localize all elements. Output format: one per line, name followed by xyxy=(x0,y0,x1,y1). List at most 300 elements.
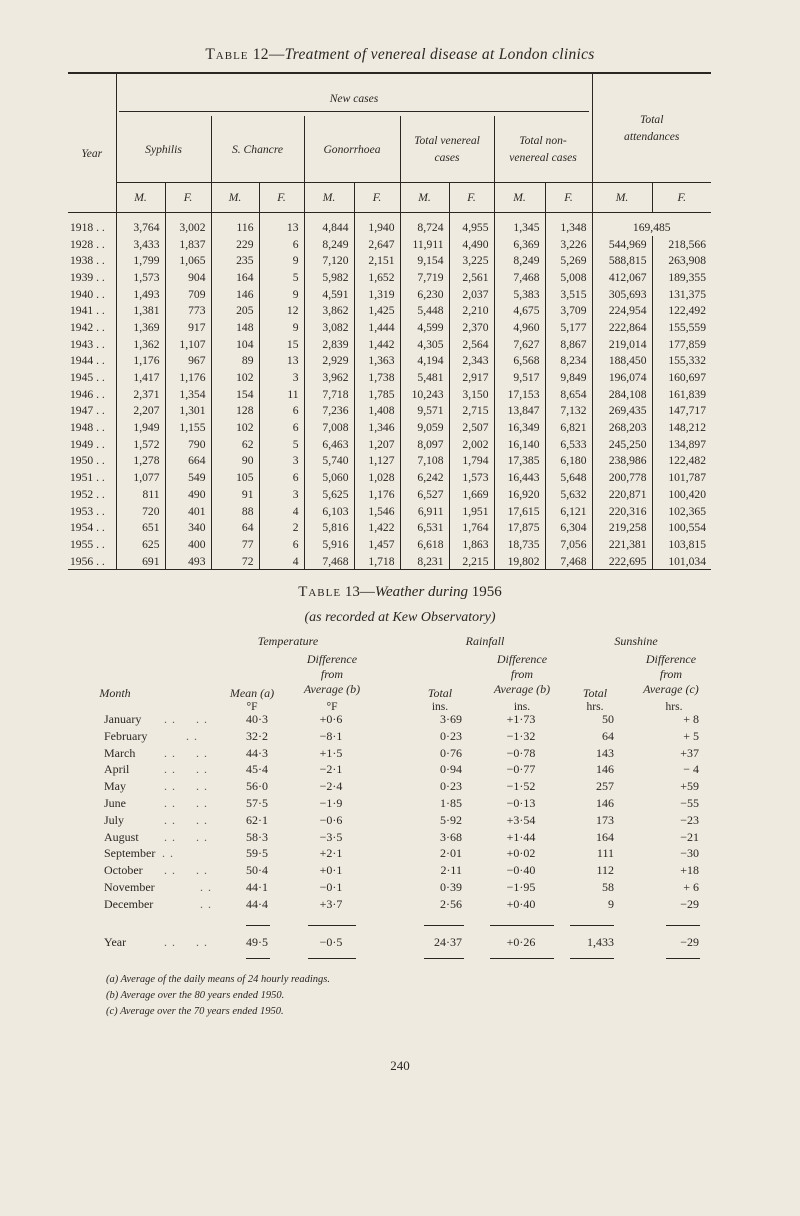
table-cell: 6,527 xyxy=(400,486,449,503)
header-f: F. xyxy=(259,183,304,213)
table-cell: 2,507 xyxy=(449,419,494,436)
table-cell: 134,897 xyxy=(652,436,711,453)
table-cell: 2,561 xyxy=(449,269,494,286)
year-cell: 1951 . . xyxy=(70,471,105,485)
header-new-cases xyxy=(116,73,592,116)
year-cell: 1943 . . xyxy=(70,337,105,351)
sun-total-cell: 1,433 xyxy=(587,935,614,949)
header-m: M. xyxy=(494,183,545,213)
sun-diff-cell: − 4 xyxy=(683,762,699,777)
leader-dots: . . . . xyxy=(164,712,208,726)
leader-dots: . . . . xyxy=(164,796,208,810)
rain-diff-cell: −0·77 xyxy=(506,762,536,777)
table-cell: 1,457 xyxy=(354,536,400,553)
table-cell: 3,709 xyxy=(545,302,592,319)
temp-diff-cell: +0·1 xyxy=(319,863,343,878)
year-cell: 1938 . . xyxy=(70,254,105,268)
table-cell: 3,082 xyxy=(304,319,354,336)
unit-rain-diff: ins. xyxy=(513,701,531,713)
rain-diff-cell: −1·95 xyxy=(506,880,536,894)
table-cell: 13,847 xyxy=(494,403,545,420)
table-cell: 4,194 xyxy=(400,353,449,370)
table-cell: 16,443 xyxy=(494,469,545,486)
footnote-c: (c) Average over the 70 years ended 1950. xyxy=(106,1006,284,1017)
table-cell: 2,917 xyxy=(449,369,494,386)
rain-total-cell: 5·92 xyxy=(440,812,462,827)
table-cell: 4 xyxy=(259,553,304,570)
table-cell: 17,875 xyxy=(494,519,545,536)
rain-diff-cell: +1·44 xyxy=(506,829,536,844)
mean-temp-cell: 40·3 xyxy=(246,712,268,726)
table-cell: 4,960 xyxy=(494,319,545,336)
table-row xyxy=(0,897,800,914)
table-cell: 1,408 xyxy=(354,403,400,420)
sun-diff-cell: + 8 xyxy=(683,712,699,726)
table-cell: 7,468 xyxy=(494,269,545,286)
table-cell: 148 xyxy=(211,319,259,336)
table-row xyxy=(68,319,711,336)
table-cell: 1,176 xyxy=(116,353,165,370)
table-cell: 7,132 xyxy=(545,403,592,420)
rule-rain-top xyxy=(424,925,464,926)
temp-diff-cell: −2·1 xyxy=(319,762,343,777)
table12-dash: — xyxy=(268,46,285,63)
table-cell: 9,571 xyxy=(400,403,449,420)
header-total-sun: Total xyxy=(582,686,608,700)
rain-diff-line2: from xyxy=(510,667,534,681)
table-cell: 4,675 xyxy=(494,302,545,319)
table-cell: 101,787 xyxy=(652,469,711,486)
table-cell: 2,647 xyxy=(354,236,400,253)
table-cell: 4 xyxy=(259,503,304,520)
sun-total-cell: 173 xyxy=(596,812,614,827)
rain-diff-cell: −1·52 xyxy=(506,779,536,794)
table-cell: 2 xyxy=(259,519,304,536)
table-cell: 1,493 xyxy=(116,286,165,303)
table-cell: 1,346 xyxy=(354,419,400,436)
table-cell: 103,815 xyxy=(652,536,711,553)
sun-diff-cell: + 6 xyxy=(683,880,699,894)
table-cell: 1,381 xyxy=(116,302,165,319)
year-cell: 1955 . . xyxy=(70,537,105,551)
leader-dots: . . xyxy=(200,896,212,911)
table-row xyxy=(68,353,711,370)
table-cell: 64 xyxy=(211,519,259,536)
table-cell: 131,375 xyxy=(652,286,711,303)
mean-temp-cell: 56·0 xyxy=(246,779,268,794)
year-cell: 1947 . . xyxy=(70,404,105,418)
table-cell: 3 xyxy=(259,486,304,503)
table-cell: 220,316 xyxy=(592,503,652,520)
table-cell: 1,354 xyxy=(165,386,211,403)
table-row xyxy=(68,236,711,253)
table-row xyxy=(0,779,800,796)
table-cell: 2,151 xyxy=(354,252,400,269)
sun-total-cell: 50 xyxy=(602,712,614,726)
table-cell: 9,059 xyxy=(400,419,449,436)
table-cell: 5 xyxy=(259,269,304,286)
temp-diff-cell: −1·9 xyxy=(319,796,343,810)
table-row xyxy=(68,252,711,269)
table-cell: 412,067 xyxy=(592,269,652,286)
temp-diff-line3: Average (b) xyxy=(303,682,361,696)
table-cell: 811 xyxy=(116,486,165,503)
table-row xyxy=(68,536,711,553)
total-attendances-label: Total attendances xyxy=(624,113,680,143)
table-cell: 5,740 xyxy=(304,453,354,470)
sun-diff-cell: −29 xyxy=(680,896,699,911)
table-cell: 1,127 xyxy=(354,453,400,470)
table-cell: 1,572 xyxy=(116,436,165,453)
table13-number: 13 xyxy=(344,584,360,600)
table-cell: 2,215 xyxy=(449,553,494,570)
table-cell: 720 xyxy=(116,503,165,520)
year-cell: 1944 . . xyxy=(70,354,105,368)
table-cell: 401 xyxy=(165,503,211,520)
table-cell: 5,008 xyxy=(545,269,592,286)
table-cell: 5,481 xyxy=(400,369,449,386)
leader-dots: . . . . xyxy=(164,745,208,760)
month-cell: October xyxy=(104,863,143,878)
table-cell: 340 xyxy=(165,519,211,536)
table-cell: 269,435 xyxy=(592,403,652,420)
table-row xyxy=(0,712,800,729)
table-cell: 155,559 xyxy=(652,319,711,336)
table-cell: 18,735 xyxy=(494,536,545,553)
rule-rain-bottom xyxy=(424,958,464,959)
table12-label: Table xyxy=(205,46,249,63)
rain-diff-cell: −0·40 xyxy=(506,863,536,878)
mean-temp-cell: 50·4 xyxy=(246,863,268,878)
year-cell: 1949 . . xyxy=(70,437,105,451)
temp-diff-cell: −2·4 xyxy=(319,779,343,794)
table-cell: 773 xyxy=(165,302,211,319)
table-cell: 105 xyxy=(211,469,259,486)
table-row xyxy=(68,386,711,403)
table-cell: 5,816 xyxy=(304,519,354,536)
table-row xyxy=(68,213,711,236)
sun-total-cell: 64 xyxy=(602,728,614,743)
table-cell: 1,718 xyxy=(354,553,400,570)
table-cell: 1,442 xyxy=(354,336,400,353)
table-cell: 1,345 xyxy=(494,213,545,236)
temp-diff-cell: −3·5 xyxy=(319,829,343,844)
mean-temp-cell: 58·3 xyxy=(246,829,268,844)
header-m: M. xyxy=(116,183,165,213)
mean-temp-cell: 44·4 xyxy=(246,896,268,911)
table-cell: 104 xyxy=(211,336,259,353)
table-cell: 102,365 xyxy=(652,503,711,520)
leader-dots: . . . . xyxy=(164,812,208,827)
table-cell: 3 xyxy=(259,453,304,470)
rain-total-cell: 1·85 xyxy=(440,796,462,810)
table-cell: 189,355 xyxy=(652,269,711,286)
header-gonorrhoea: Gonorrhoea xyxy=(304,116,400,183)
leader-dots: . . xyxy=(200,880,212,894)
rain-diff-cell: −1·32 xyxy=(506,728,536,743)
leader-dots: . . . . xyxy=(164,829,208,844)
header-m: M. xyxy=(400,183,449,213)
year-cell: 1950 . . xyxy=(70,454,105,468)
header-rain-diff xyxy=(484,652,560,697)
table-cell: 12 xyxy=(259,302,304,319)
table-cell: 6,568 xyxy=(494,353,545,370)
header-mean: Mean (a) xyxy=(229,686,275,700)
table-cell: 154 xyxy=(211,386,259,403)
table-cell: 664 xyxy=(165,453,211,470)
month-cell: November xyxy=(104,880,155,894)
table-cell: 9 xyxy=(259,319,304,336)
table-cell: 7,008 xyxy=(304,419,354,436)
table-cell: 16,920 xyxy=(494,486,545,503)
table-cell: 218,566 xyxy=(652,236,711,253)
table-cell: 1,207 xyxy=(354,436,400,453)
table-cell: 1,785 xyxy=(354,386,400,403)
table-row xyxy=(0,813,800,830)
rain-diff-cell: +0·26 xyxy=(506,935,536,949)
header-total-rain: Total xyxy=(427,686,453,700)
rain-total-cell: 2·56 xyxy=(440,896,462,911)
table-cell: 200,778 xyxy=(592,469,652,486)
table-cell: 5,269 xyxy=(545,252,592,269)
sun-total-cell: 112 xyxy=(596,863,614,878)
year-cell: 1939 . . xyxy=(70,270,105,284)
year-cell: 1952 . . xyxy=(70,487,105,501)
total-non-venereal-label: Total non-venereal cases xyxy=(509,134,577,164)
table-cell: 1,369 xyxy=(116,319,165,336)
table-cell: 1,652 xyxy=(354,269,400,286)
table-cell: 1,863 xyxy=(449,536,494,553)
table-row xyxy=(68,369,711,386)
table-cell: 2,929 xyxy=(304,353,354,370)
table-cell: 6,242 xyxy=(400,469,449,486)
month-cell: May xyxy=(104,779,126,794)
table-cell: 224,954 xyxy=(592,302,652,319)
table-cell: 3,226 xyxy=(545,236,592,253)
header-m: M. xyxy=(211,183,259,213)
table-cell: 2,839 xyxy=(304,336,354,353)
year-cell: 1918 . . xyxy=(70,220,105,234)
temp-diff-cell: +0·6 xyxy=(319,712,343,726)
temp-diff-line1: Difference xyxy=(306,652,358,666)
sun-diff-cell: +18 xyxy=(680,863,699,878)
temp-diff-cell: +2·1 xyxy=(319,846,343,861)
table-cell: 4,591 xyxy=(304,286,354,303)
table-cell: 164 xyxy=(211,269,259,286)
rule-mean-bottom xyxy=(246,958,270,959)
year-cell: 1946 . . xyxy=(70,387,105,401)
table-cell: 100,554 xyxy=(652,519,711,536)
unit-mean: °F xyxy=(246,701,258,713)
table-cell: 4,599 xyxy=(400,319,449,336)
table-cell: 6 xyxy=(259,469,304,486)
table-cell: 5,060 xyxy=(304,469,354,486)
table-cell: 1,949 xyxy=(116,419,165,436)
table-cell: 13 xyxy=(259,353,304,370)
table-cell: 7,719 xyxy=(400,269,449,286)
year-cell: 1941 . . xyxy=(70,304,105,318)
table-row xyxy=(0,863,800,880)
year-cell: 1940 . . xyxy=(70,287,105,301)
table-cell: 3,515 xyxy=(545,286,592,303)
year-cell: 1954 . . xyxy=(70,521,105,535)
unit-rain: ins. xyxy=(431,701,449,713)
table-cell: 1,794 xyxy=(449,453,494,470)
year-cell: 1953 . . xyxy=(70,504,105,518)
table-row xyxy=(0,880,800,897)
leader-dots: . . . . xyxy=(164,935,208,949)
table-cell: 2,207 xyxy=(116,403,165,420)
table-row xyxy=(68,419,711,436)
table-cell: 2,371 xyxy=(116,386,165,403)
table-cell: 229 xyxy=(211,236,259,253)
rain-total-cell: 2·11 xyxy=(440,863,462,878)
table-cell: 5,625 xyxy=(304,486,354,503)
rain-diff-cell: −0·78 xyxy=(506,745,536,760)
rule-rdiff-top xyxy=(490,925,554,926)
table-cell: 6,103 xyxy=(304,503,354,520)
table-cell: 3,433 xyxy=(116,236,165,253)
header-m: M. xyxy=(304,183,354,213)
temp-diff-cell: −0·5 xyxy=(319,935,343,949)
table-row xyxy=(68,403,711,420)
table-cell: 588,815 xyxy=(592,252,652,269)
leader-dots: . . . . xyxy=(164,762,208,777)
table-cell: 6,533 xyxy=(545,436,592,453)
table-cell: 544,969 xyxy=(592,236,652,253)
table-cell: 1,444 xyxy=(354,319,400,336)
sun-diff-cell: −30 xyxy=(680,846,699,861)
table-row xyxy=(0,830,800,847)
table-cell: 904 xyxy=(165,269,211,286)
table-cell: 691 xyxy=(116,553,165,570)
table12-title xyxy=(0,46,800,64)
attendances-combined-cell: 169,485 xyxy=(592,213,711,236)
table-cell: 7,236 xyxy=(304,403,354,420)
table-cell: 77 xyxy=(211,536,259,553)
table-cell: 8,724 xyxy=(400,213,449,236)
sun-diff-cell: + 5 xyxy=(683,728,699,743)
table-cell: 19,802 xyxy=(494,553,545,570)
temp-diff-cell: +3·7 xyxy=(319,896,343,911)
table-cell: 205 xyxy=(211,302,259,319)
header-temp-diff xyxy=(296,652,368,697)
rain-total-cell: 0·23 xyxy=(440,779,462,794)
table-cell: 3,002 xyxy=(165,213,211,236)
table-cell: 6,463 xyxy=(304,436,354,453)
sun-total-cell: 58 xyxy=(602,880,614,894)
table-cell: 2,370 xyxy=(449,319,494,336)
table-row xyxy=(68,553,711,570)
table-cell: 17,385 xyxy=(494,453,545,470)
header-f: F. xyxy=(545,183,592,213)
table-row xyxy=(68,503,711,520)
mean-temp-cell: 57·5 xyxy=(246,796,268,810)
total-venereal-label: Total venereal cases xyxy=(414,134,480,164)
header-total-attendances xyxy=(592,73,711,183)
sun-diff-cell: −23 xyxy=(680,812,699,827)
header-m: M. xyxy=(592,183,652,213)
rule-rdiff-bottom xyxy=(490,958,554,959)
table-cell: 6,911 xyxy=(400,503,449,520)
table12-number: 12 xyxy=(252,46,269,63)
leader-dots: . . xyxy=(162,846,174,861)
sun-total-cell: 146 xyxy=(596,796,614,810)
table-cell: 1,799 xyxy=(116,252,165,269)
table-cell: 90 xyxy=(211,453,259,470)
rule-sun-top xyxy=(570,925,614,926)
group-temperature: Temperature xyxy=(257,634,319,648)
table-cell: 7,627 xyxy=(494,336,545,353)
table-cell: 6 xyxy=(259,419,304,436)
month-cell: December xyxy=(104,896,154,911)
table-cell: 8,249 xyxy=(494,252,545,269)
table-cell: 72 xyxy=(211,553,259,570)
table-cell: 8,231 xyxy=(400,553,449,570)
table-cell: 17,153 xyxy=(494,386,545,403)
table-cell: 116 xyxy=(211,213,259,236)
rain-diff-cell: +1·73 xyxy=(506,712,536,726)
table-cell: 122,482 xyxy=(652,453,711,470)
month-cell: Year xyxy=(104,935,127,949)
table-row xyxy=(68,269,711,286)
table-cell: 62 xyxy=(211,436,259,453)
rain-total-cell: 3·69 xyxy=(440,712,462,726)
table-cell: 5,916 xyxy=(304,536,354,553)
table-cell: 490 xyxy=(165,486,211,503)
table-cell: 3,962 xyxy=(304,369,354,386)
table-row xyxy=(0,796,800,813)
table-cell: 493 xyxy=(165,553,211,570)
mean-temp-cell: 32·2 xyxy=(246,728,268,743)
table-row xyxy=(0,846,800,863)
month-cell: January xyxy=(104,712,142,726)
table-cell: 1,422 xyxy=(354,519,400,536)
table-cell: 6,531 xyxy=(400,519,449,536)
table-cell: 7,718 xyxy=(304,386,354,403)
table-row xyxy=(68,469,711,486)
month-cell: July xyxy=(104,812,125,827)
table-cell: 1,738 xyxy=(354,369,400,386)
year-cell: 1942 . . xyxy=(70,320,105,334)
table-cell: 1,301 xyxy=(165,403,211,420)
month-cell: August xyxy=(104,829,139,844)
table-cell: 8,234 xyxy=(545,353,592,370)
table-cell: 161,839 xyxy=(652,386,711,403)
rain-diff-cell: +0·40 xyxy=(506,896,536,911)
table-row xyxy=(68,453,711,470)
table-cell: 10,243 xyxy=(400,386,449,403)
table-cell: 238,986 xyxy=(592,453,652,470)
rain-total-cell: 0·39 xyxy=(440,880,462,894)
table-cell: 88 xyxy=(211,503,259,520)
table-cell: 1,573 xyxy=(449,469,494,486)
rain-diff-cell: +3·54 xyxy=(506,812,536,827)
leader-dots: . . . . xyxy=(164,779,208,794)
table-cell: 1,348 xyxy=(545,213,592,236)
table-row xyxy=(68,436,711,453)
year-cell: 1956 . . xyxy=(68,553,116,570)
table13-dash: — xyxy=(359,584,375,600)
table-cell: 9,154 xyxy=(400,252,449,269)
table-cell: 2,715 xyxy=(449,403,494,420)
temp-diff-cell: −8·1 xyxy=(319,728,343,743)
table-cell: 2,210 xyxy=(449,302,494,319)
header-syphilis: Syphilis xyxy=(116,116,211,183)
table-cell: 4,955 xyxy=(449,213,494,236)
table-cell: 8,654 xyxy=(545,386,592,403)
temp-diff-cell: +1·5 xyxy=(319,745,343,760)
